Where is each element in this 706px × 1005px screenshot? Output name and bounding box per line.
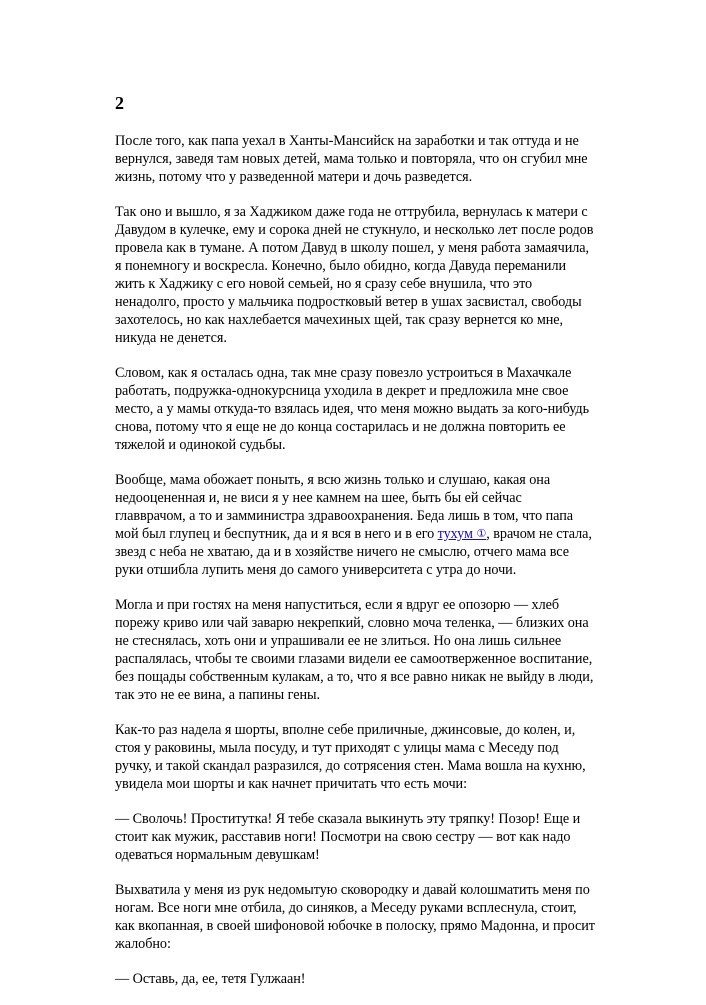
paragraph-2: Так оно и вышло, я за Хаджиком даже года не оттрубила, вернулась к матери с Давудом в кулечке, ему и сорока дней не стукнуло, и несколько лет после родов провела как в тумане. А потом Давуд в школу пошел, у меня работа замаячила, я понемногу и воскресла. Конечно, было обидно, когда Давуда переманили жить к Хаджику с его новой семьей, но я сразу себе внушила, что это ненадолго, просто у мальчика подростковый ветер в ушах засвистал, свободы захотелось, но как нахлебается мачехиных щей, так сразу вернется ко мне, никуда не денется. [115, 204, 594, 346]
paragraph-4-text-before: Вообще, мама обожает поныть, я всю жизнь только и слушаю, какая она недооцененная и, не виси я у нее камнем на шее, быть бы ей сейчас главврачом, а то и замминистра здравоохранения. Беда лишь в том, что папа мой был глупец и беспутник, да и я вся в него и в его [115, 472, 573, 542]
book-page [115, 92, 595, 1005]
paragraph-9-dialogue: — Оставь, да, ее, тетя Гулжаан! [115, 971, 306, 987]
footnote-link-tukhum[interactable] [438, 526, 487, 542]
paragraph-3: Словом, как я осталась одна, так мне сразу повезло устроиться в Махачкале работать, подружка-однокурсница уходила в декрет и предложила мне свое место, а у мамы откуда-то взялась идея, что меня можно выдать за кого-нибудь снова, потому что я еще не до конца состарилась и не должна повторить ее тяжелой и одинокой судьбы. [115, 365, 590, 453]
paragraph-8: Выхватила у меня из рук недомытую сковородку и давай колошматить меня по ногам. Все ноги мне отбила, до синяков, а Меседу руками всплеснула, стоит, как вкопанная, в своей шифоновой юбочке в полоску, прямо Мадонна, и просит жалобно: [115, 882, 595, 952]
paragraph-4 [115, 471, 595, 579]
paragraph-5: Могла и при гостях на меня напуститься, если я вдруг ее опозорю — хлеб порежу криво или чай заварю некрепкий, словно моча теленка, — близких она не стеснялась, хоть они и упрашивали ее не злиться. Но она лишь сильнее распалялась, чтобы те своими глазами видели ее самоотверженное воспитание, без пощады собственным кулакам, а то, что я все равно никак не выйду в люди, так это не ее вина, а папины гены. [115, 597, 594, 703]
paragraph-6: Как-то раз надела я шорты, вполне себе приличные, джинсовые, до колен, и, стоя у раковины, мыла посуду, и тут приходят с улицы мама с Меседу под ручку, и такой скандал разразился, до сотрясения стен. Мама вошла на кухню, увидела мои шорты и как начнет причитать что есть мочи: [115, 722, 586, 792]
paragraph-4-text-after: , врачом не стала, звезд с неба не хватаю, да и в хозяйстве ничего не смыслю, отчего мама все руки отшибла лупить меня до самого университета с утра до ночи. [115, 526, 592, 578]
paragraph-7-dialogue: — Сволочь! Проститутка! Я тебе сказала выкинуть эту тряпку! Позор! Еще и стоит как мужик, расставив ноги! Посмотри на свою сестру — вот как надо одеваться нормальным девушкам! [115, 811, 581, 863]
footnote-marker-icon: ① [476, 528, 487, 540]
chapter-number: 2 [115, 93, 124, 113]
footnote-link-text: тухум [437, 526, 473, 542]
paragraph-1: После того, как папа уехал в Ханты-Мансийск на заработки и так оттуда и не вернулся, заведя там новых детей, мама только и повторяла, что он сгубил мне жизнь, потому что у разведенной матери и дочь разведется. [115, 133, 588, 185]
